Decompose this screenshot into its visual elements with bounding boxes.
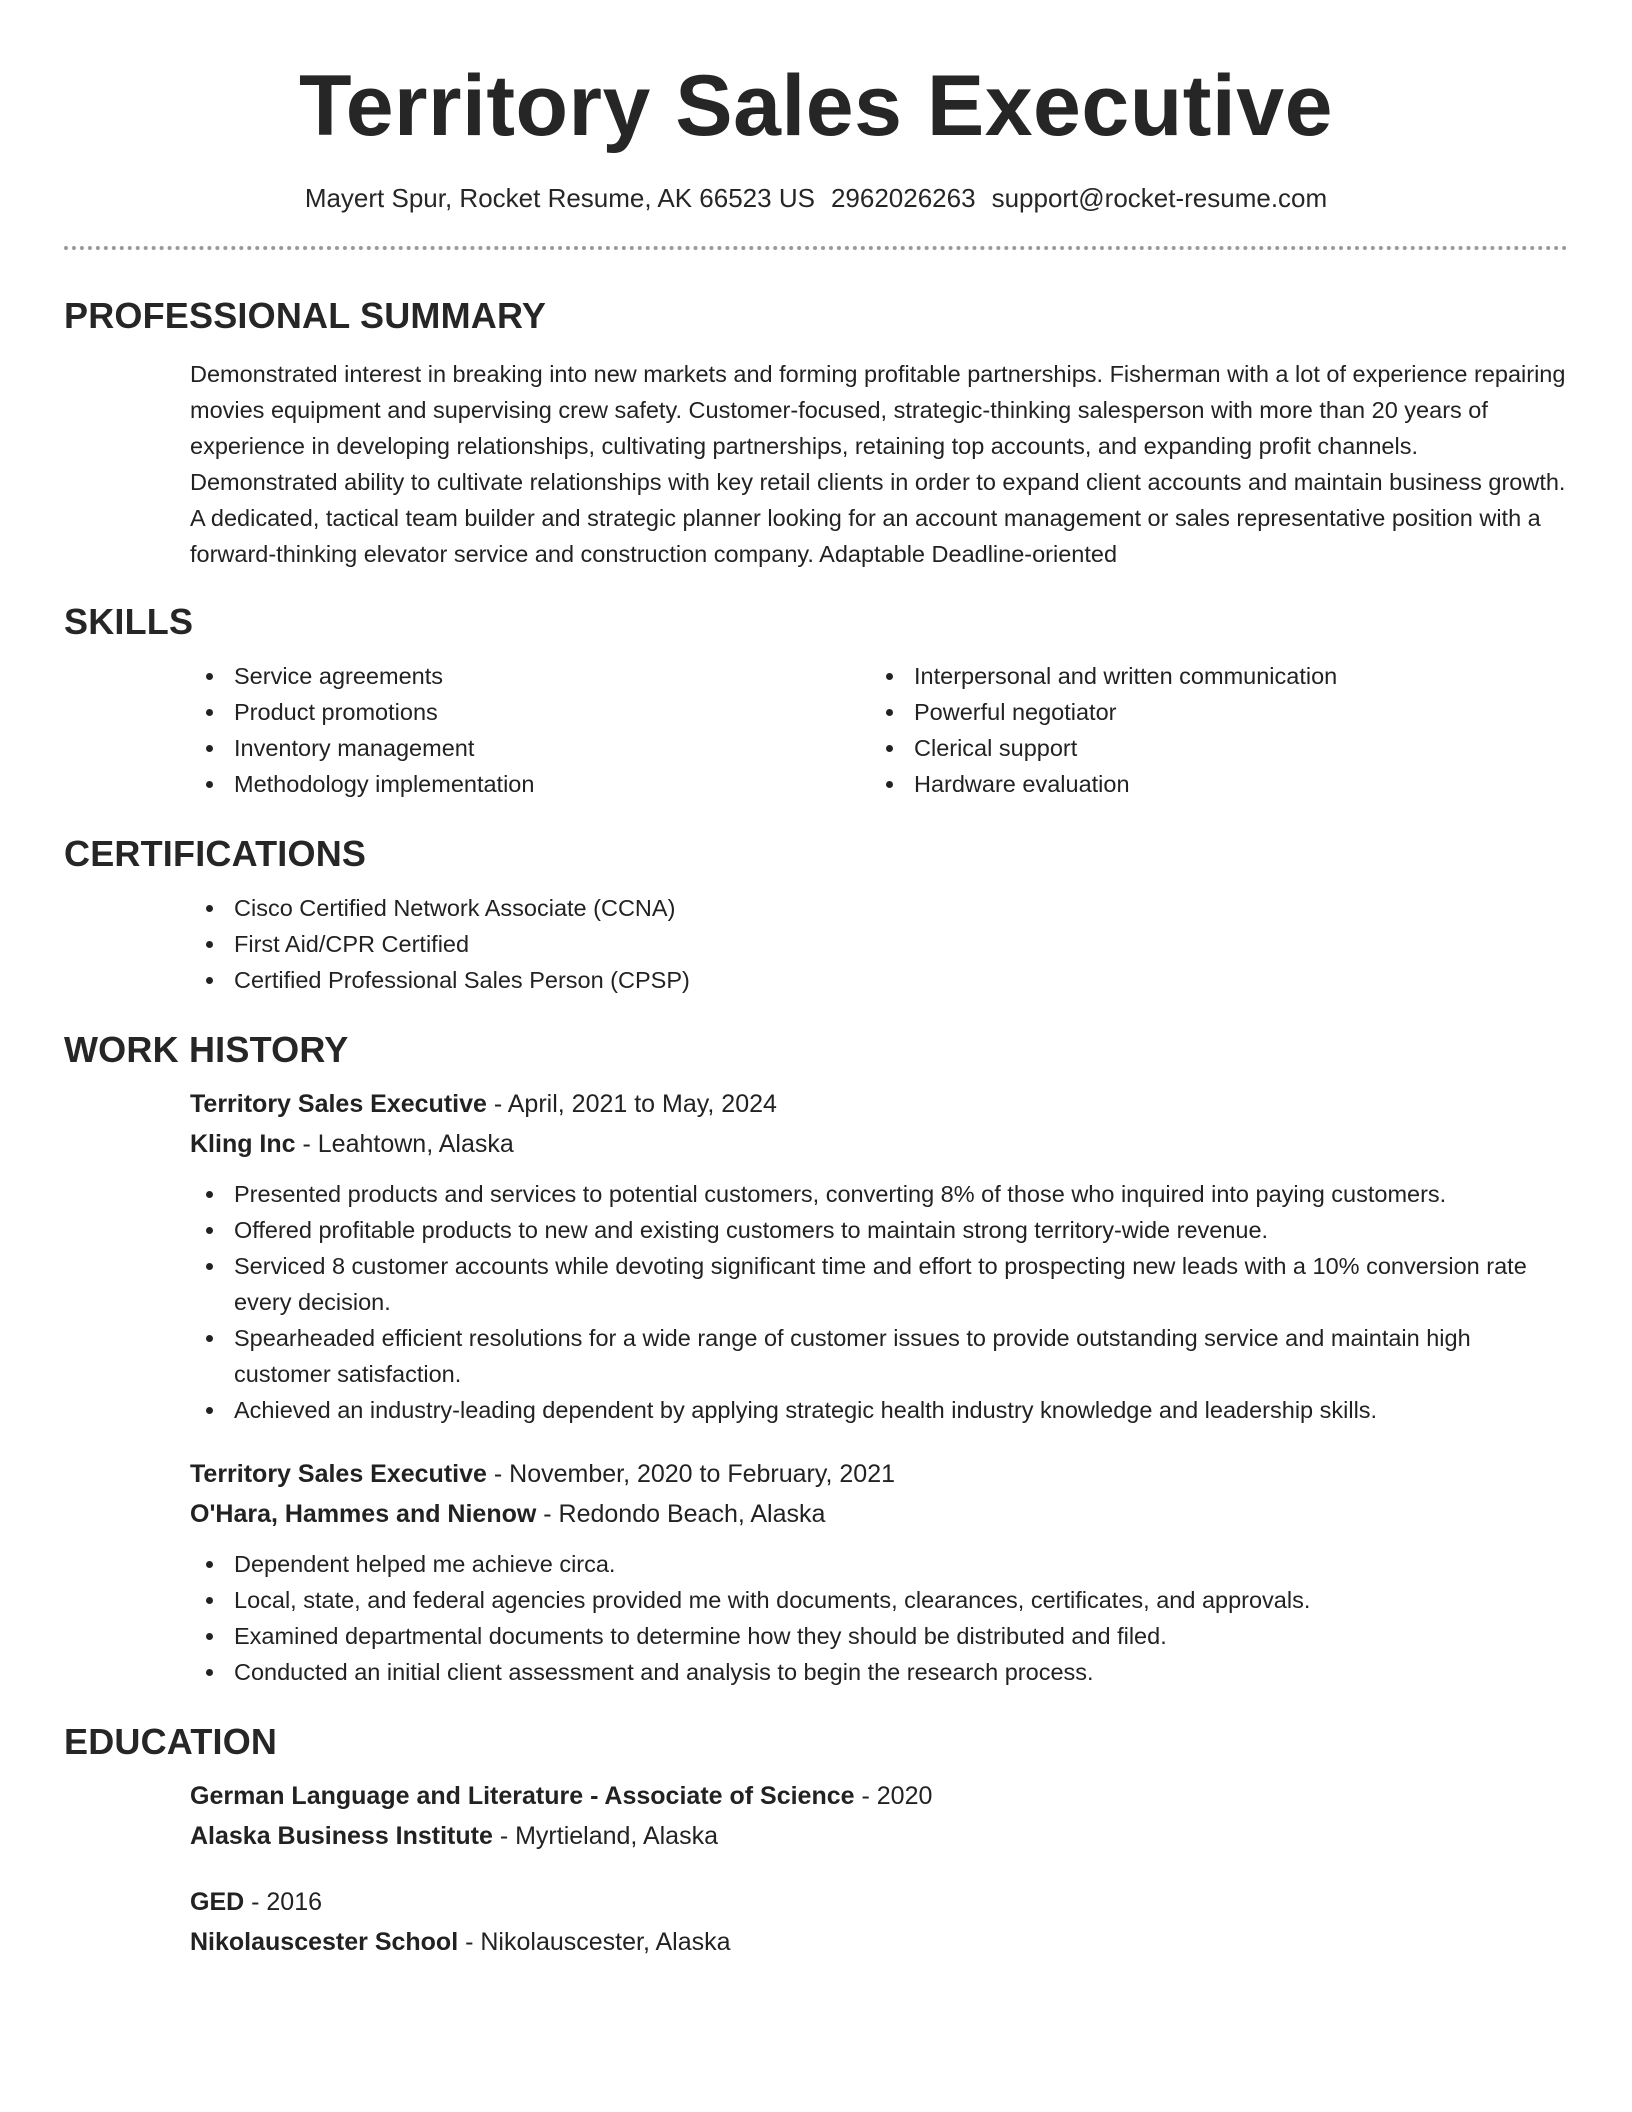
certification-item: Certified Professional Sales Person (CPSP) <box>190 962 1568 998</box>
resume-name: Territory Sales Executive <box>299 58 1333 154</box>
education-degree-line <box>190 1882 1568 1922</box>
skill-item: Powerful negotiator <box>870 694 1550 730</box>
job-bullets <box>190 1176 1568 1428</box>
job-location: - Leahtown, Alaska <box>295 1130 514 1158</box>
skills-column-right <box>870 658 1550 802</box>
skill-item: Hardware evaluation <box>870 766 1550 802</box>
skills-list <box>190 658 1568 802</box>
job-bullet: Dependent helped me achieve circa. <box>190 1546 1568 1582</box>
certifications-list <box>190 890 1568 998</box>
education-school: Alaska Business Institute <box>190 1822 493 1850</box>
education-entry <box>190 1776 1568 1856</box>
job-bullet: Conducted an initial client assessment and analysis to begin the research process. <box>190 1654 1568 1690</box>
job-bullets <box>190 1546 1568 1690</box>
skill-item: Service agreements <box>190 658 870 694</box>
summary-heading: PROFESSIONAL SUMMARY <box>64 295 547 336</box>
contact-email: support@rocket-resume.com <box>991 183 1328 213</box>
education-school: Nikolauscester School <box>190 1928 459 1956</box>
skills-column-left <box>190 658 870 802</box>
job-title-line <box>190 1084 1568 1124</box>
contact-line <box>64 180 1568 216</box>
education-location: - Nikolauscester, Alaska <box>458 1928 731 1956</box>
job-bullet: Offered profitable products to new and existing customers to maintain strong territory-wide revenue. <box>190 1212 1568 1248</box>
education-year: - 2020 <box>854 1782 933 1810</box>
education-school-line <box>190 1922 1568 1962</box>
job-location: - Redondo Beach, Alaska <box>536 1500 826 1528</box>
job-entry <box>190 1084 1568 1428</box>
job-entry <box>190 1454 1568 1690</box>
education-school-line <box>190 1816 1568 1856</box>
job-dates: - November, 2020 to February, 2021 <box>486 1460 896 1488</box>
education-degree: German Language and Literature - Associate of Science <box>190 1782 855 1810</box>
job-bullet: Achieved an industry-leading dependent by applying strategic health industry knowledge and leadership skills. <box>190 1392 1568 1428</box>
contact-address: Mayert Spur, Rocket Resume, AK 66523 US <box>304 183 815 213</box>
job-role: Territory Sales Executive <box>190 1460 487 1488</box>
education-entry <box>190 1882 1568 1962</box>
skill-item: Product promotions <box>190 694 870 730</box>
education-degree-line <box>190 1776 1568 1816</box>
job-bullet: Spearheaded efficient resolutions for a wide range of customer issues to provide outstanding service and maintain high customer satisfaction. <box>190 1320 1568 1392</box>
skill-item: Inventory management <box>190 730 870 766</box>
skill-item: Clerical support <box>870 730 1550 766</box>
job-bullet: Presented products and services to potential customers, converting 8% of those who inquired into paying customers. <box>190 1176 1568 1212</box>
job-bullet: Examined departmental documents to determine how they should be distributed and filed. <box>190 1618 1568 1654</box>
job-company-line <box>190 1494 1568 1534</box>
job-title-line <box>190 1454 1568 1494</box>
education-heading: EDUCATION <box>64 1721 278 1762</box>
certification-item: First Aid/CPR Certified <box>190 926 1568 962</box>
job-bullet: Local, state, and federal agencies provided me with documents, clearances, certificates, and approvals. <box>190 1582 1568 1618</box>
job-company: O'Hara, Hammes and Nienow <box>190 1500 537 1528</box>
resume-page <box>64 0 1568 1962</box>
education-location: - Myrtieland, Alaska <box>492 1822 718 1850</box>
summary-text: Demonstrated interest in breaking into new markets and forming profitable partnerships. Fisherman with a lot of experience repairing movies equipment and supervising crew safety. Customer-focused, strategic-thinking salesperson with more than 20 years of experience in developing relationships, cultivating partnerships, retaining top accounts, and expanding profit channels. Demonstrated ability to cultivate relationships with key retail clients in order to expand client accounts and maintain business growth. A dedicated, tactical team builder and strategic planner looking for an account management or sales representative position with a forward-thinking elevator service and construction company. Adaptable Deadline-oriented <box>190 361 1566 567</box>
education-degree: GED <box>190 1888 245 1916</box>
certifications-heading: CERTIFICATIONS <box>64 833 367 874</box>
skill-item: Methodology implementation <box>190 766 870 802</box>
education-year: - 2016 <box>244 1888 323 1916</box>
job-company: Kling Inc <box>190 1130 296 1158</box>
job-company-line <box>190 1124 1568 1164</box>
skills-heading: SKILLS <box>64 601 194 642</box>
job-bullet: Serviced 8 customer accounts while devoting significant time and effort to prospecting new leads with a 10% conversion rate every decision. <box>190 1248 1568 1320</box>
job-role: Territory Sales Executive <box>190 1090 487 1118</box>
skill-item: Interpersonal and written communication <box>870 658 1550 694</box>
certification-item: Cisco Certified Network Associate (CCNA) <box>190 890 1568 926</box>
header-divider <box>64 246 1568 250</box>
job-dates: - April, 2021 to May, 2024 <box>486 1090 777 1118</box>
contact-phone: 2962026263 <box>830 183 976 213</box>
work-history-heading: WORK HISTORY <box>64 1029 349 1070</box>
